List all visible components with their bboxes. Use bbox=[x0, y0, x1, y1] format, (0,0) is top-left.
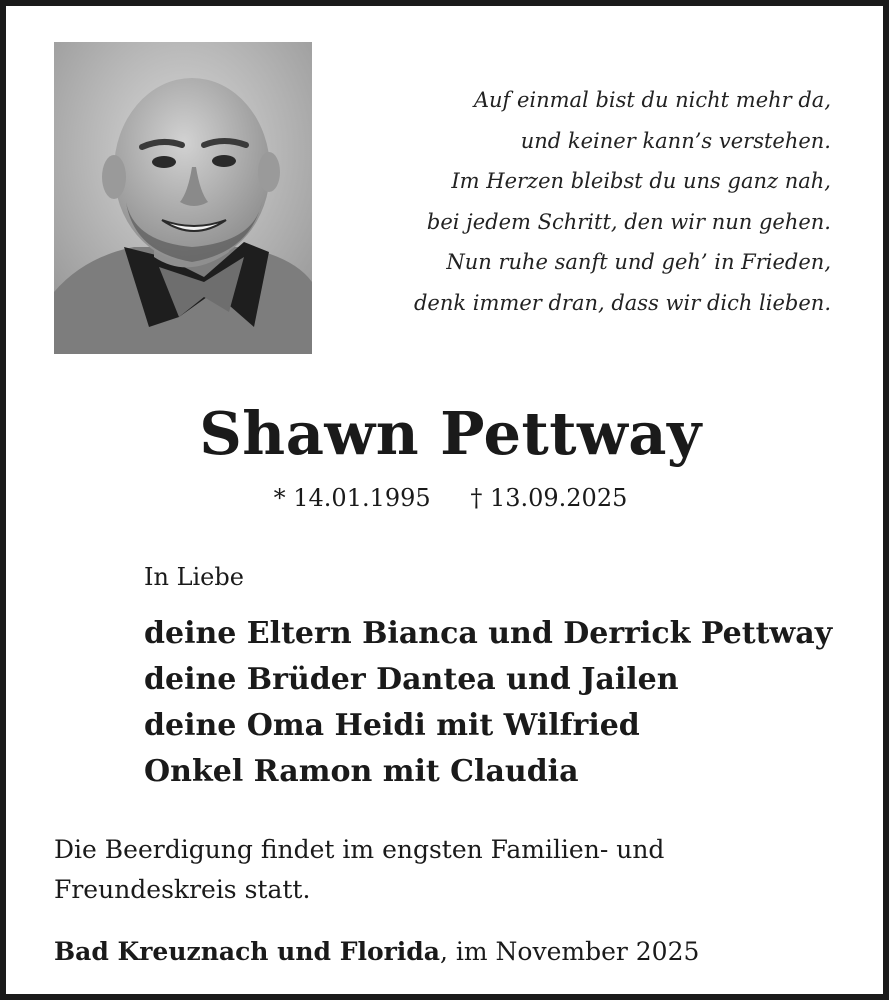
closing-place: Bad Kreuznach und Florida bbox=[54, 937, 440, 966]
birth-date: * 14.01.1995 bbox=[273, 484, 431, 512]
mourners-list bbox=[144, 611, 832, 795]
closing-date: , im November 2025 bbox=[439, 937, 700, 966]
mourner-line: Onkel Ramon mit Claudia bbox=[144, 754, 579, 789]
poem-line: Im Herzen bleibst du uns ganz nah, bbox=[451, 169, 831, 193]
mourner-line: deine Brüder Dantea und Jailen bbox=[144, 662, 679, 697]
funeral-line: Die Beerdigung findet im engsten Familien- und bbox=[54, 835, 665, 864]
mourners-intro: In Liebe bbox=[144, 563, 244, 591]
death-date: † 13.09.2025 bbox=[470, 484, 628, 512]
poem-line: Auf einmal bist du nicht mehr da, bbox=[473, 88, 831, 112]
place-date-line bbox=[54, 932, 699, 972]
mourner-line: deine Eltern Bianca und Derrick Pettway bbox=[144, 616, 833, 651]
poem-line: bei jedem Schritt, den wir nun gehen. bbox=[426, 209, 831, 234]
portrait-photo bbox=[54, 42, 312, 354]
poem-line: Nun ruhe sanft und geh’ in Frieden, bbox=[446, 250, 831, 274]
life-dates bbox=[6, 482, 889, 514]
funeral-line: Freundeskreis statt. bbox=[54, 875, 311, 904]
mourner-line: deine Oma Heidi mit Wilfried bbox=[144, 708, 640, 743]
poem-line: und keiner kann’s verstehen. bbox=[520, 128, 831, 153]
funeral-notice bbox=[54, 830, 814, 910]
poem-line: denk immer dran, dass wir dich lieben. bbox=[413, 290, 831, 315]
deceased-name: Shawn Pettway bbox=[199, 399, 702, 468]
memorial-poem bbox=[311, 80, 831, 323]
